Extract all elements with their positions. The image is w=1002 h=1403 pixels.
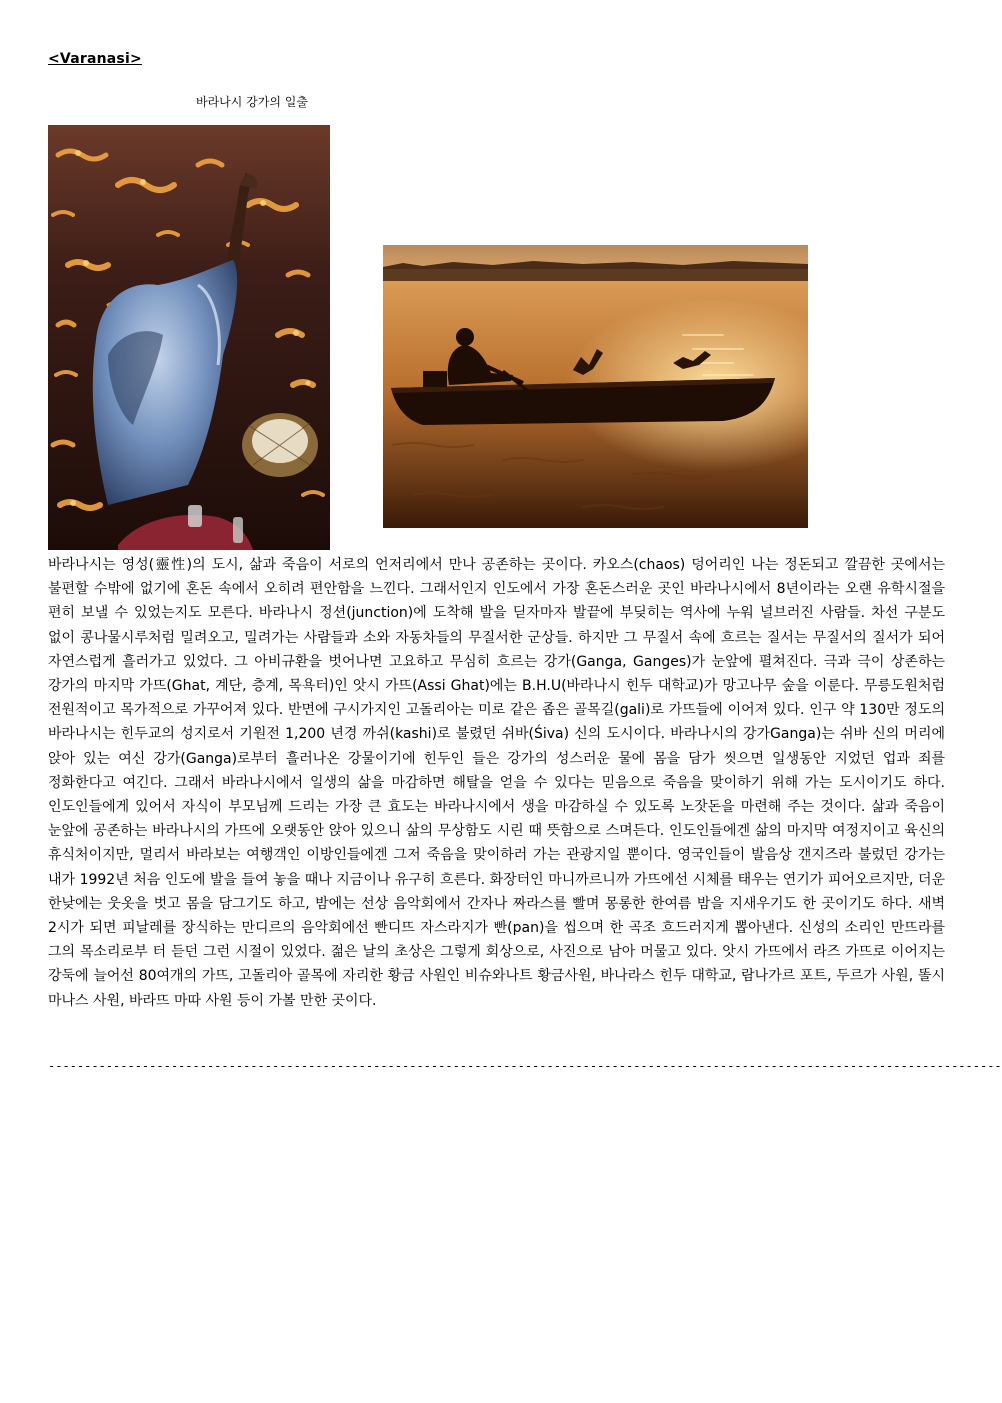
section-divider: ------------------------------------------------------------------------------------------------------------------------------------ [48,1059,1002,1073]
photo-caption: 바라나시 강가의 일출 [196,95,308,109]
article-body: 바라나시는 영성(靈性)의 도시, 삶과 죽음이 서로의 언저리에서 만나 공존하는 곳이다. 카오스(chaos) 덩어리인 나는 정돈되고 깔끔한 곳에서는 불편할 수밖에 없기에 혼돈 속에서 오히려 편안함을 느낀다. 그래서인지 인도에서 가장 혼돈스러운 곳인 바라나시에서 8년이라는 오랜 유학시절을 편히 보낼 수 있었는지도 모른다. 바라나시 정션(junction)에 도착해 발을 딛자마자 발끝에 부딪히는 역사에 누워 널브러진 사람들. 차선 구분도 없이 콩나물시루처럼 밀려오고, 밀려가는 사람들과 소와 자동차들의 무질서한 군상들. 하지만 그 무질서 속에 흐르는 질서는 무질서의 질서가 되어 자연스럽게 흘러가고 있었다. 그 아비규환을 벗어나면 고요하고 무심히 흐르는 강가(Ganga, Ganges)가 눈앞에 펼쳐진다. 극과 극이 상존하는 강가의 마지막 가뜨(Ghat, 계단, 층계, 목욕터)인 앗시 가뜨(Assi Ghat)에는 B.H.U(바라나시 힌두 대학교)가 망고나무 숲을 이룬다. 무릉도원처럼 전원적이고 목가적으로 가꾸어져 있다. 반면에 구시가지인 고돌리아는 미로 같은 좁은 골목길(gali)로 가뜨들에 이어져 있다. 인구 약 130만 정도의 바라나시는 힌두교의 성지로서 기원전 1,200 년경 까쉬(kashi)로 불렸던 쉬바(Śiva) 신의 도시이다. 바라나시의 강가Ganga)는 쉬바 신의 머리에 앉아 있는 여신 강가(Ganga)로부터 흘러나온 강물이기에 힌두인 들은 강가의 성스러운 물에 몸을 담가 씻으면 일생동안 지었던 업과 죄를 정화한다고 여긴다. 그래서 바라나시에서 일생의 삶을 마감하면 해탈을 얻을 수 있다는 믿음으로 죽음을 맞이하기 위해 가는 도시이기도 하다. 인도인들에게 있어서 자식이 부모님께 드리는 가장 큰 효도는 바라나시에서 생을 마감하실 수 있도록 노잣돈을 마련해 주는 것이다. 삶과 죽음이 눈앞에 공존하는 바라나시의 가뜨에 오랫동안 앉아 있으니 삶의 무상함도 시린 때 뜻함으로 스며든다. 인도인들에겐 삶의 마지막 여정지이고 육신의 휴식처이지만, 멀리서 바라보는 여행객인 이방인들에겐 그저 죽음을 맞이하러 가는 관광지일 뿐이다. 영국인들이 발음상 갠지즈라 불렀던 강가는 내가 1992년 처음 인도에 발을 들여 놓을 때나 지금이나 유구히 흐른다. 화장터인 마니까르니까 가뜨에선 시체를 태우는 연기가 피어오르지만, 더운 한낮에는 웃옷을 벗고 몸을 담그기도 하고, 밤에는 선상 음악회에서 간자나 짜라스를 빨며 몽롱한 한여름 밤을 지새우기도 한 곳이기도 하다. 새벽 2시가 되면 피날레를 장식하는 만디르의 음악회에선 빤디뜨 자스라지가 빤(pan)을 씹으며 한 곡조 흐드러지게 뽑아낸다. 신성의 소리인 만뜨라를 그의 목소리로부 터 듣던 그런 시절이 있었다. 젊은 날의 초상은 그렇게 회상으로, 사진으로 남아 머물고 있다. 앗시 가뜨에서 라즈 가뜨로 이어지는 강둑에 늘어선 80여개의 가뜨, 고돌리아 골목에 자리한 황금 사원인 비슈와나트 황금사원, 바나라스 힌두 대학교, 람나가르 포트, 두르가 사원, 똘시 마나스 사원, 바라뜨 마따 사원 등이 가볼 만한 곳이다. [48,557,945,1009]
photo-boat-sunrise [383,245,808,528]
page-heading: <Varanasi> [48,51,142,67]
photo-pilgrim-river [48,125,330,550]
